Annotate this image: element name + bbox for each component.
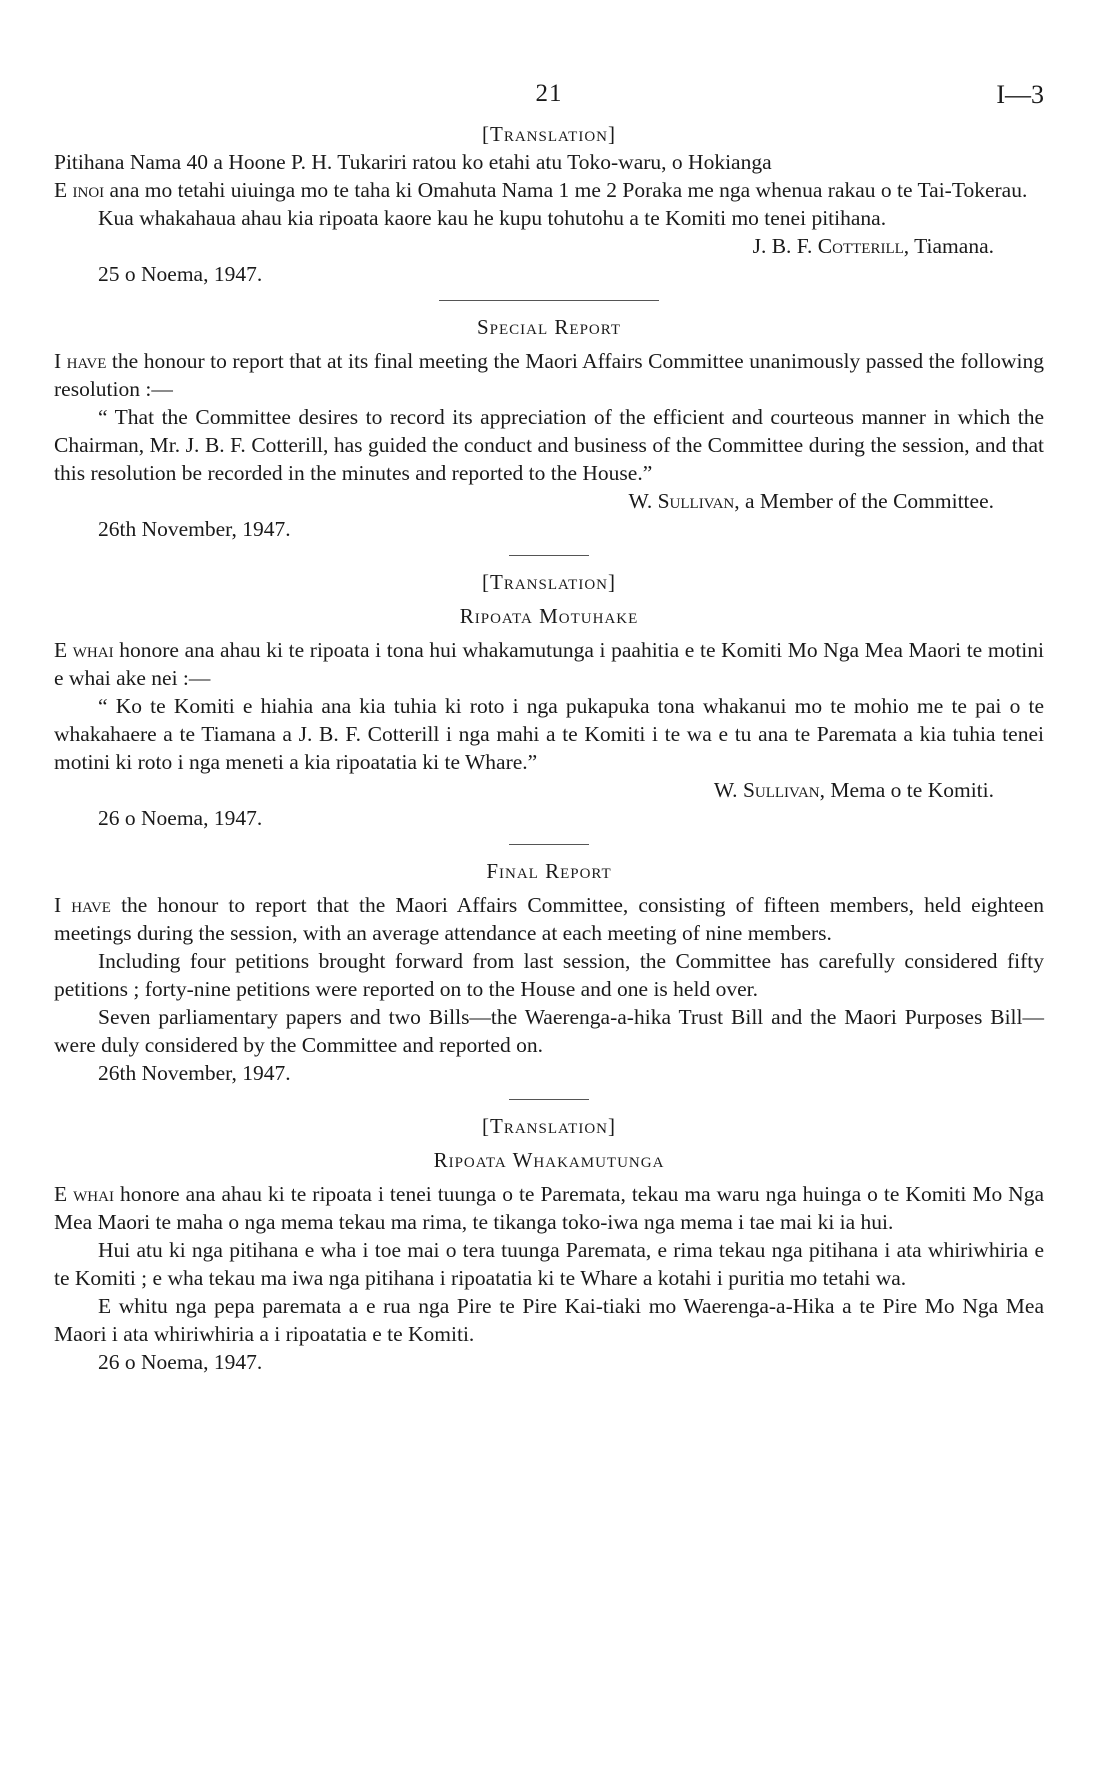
date: 26 o Noema, 1947. xyxy=(98,806,263,830)
divider xyxy=(439,300,659,301)
signature-role: , Tiamana. xyxy=(903,234,994,258)
paragraph: E whitu nga pepa paremata a e rua nga Pire te Pire Kai-tiaki mo Waerenga-a-Hika a te Pire Mo Nga Mea Maori i ata whiriwhiria a i ripoatatia e te Komiti. xyxy=(54,1294,1044,1346)
section-subheading: Ripoata Whakamutunga xyxy=(433,1148,665,1172)
signature-initials: J. B. F. xyxy=(752,234,818,258)
section-special-report xyxy=(54,313,1044,543)
section-heading: [Translation] xyxy=(482,122,616,146)
signature-name: Sullivan xyxy=(742,778,820,802)
section-ripoata-whakamutunga xyxy=(54,1112,1044,1376)
section-heading: Final Report xyxy=(486,859,612,883)
paragraph xyxy=(54,891,1044,947)
page-number: 21 xyxy=(535,80,563,107)
document-page xyxy=(54,80,1044,1376)
paragraph-text: honore ana ahau ki te ripoata i tenei tuunga o te Paremata, tekau ma waru nga huinga o te Komiti Mo Nga Mea Maori te maha o nga mema tekau ma rima, te tikanga toko-iwa nga mema i tae mai ki ia hui. xyxy=(54,1182,1045,1234)
divider xyxy=(509,844,589,845)
date: 26th November, 1947. xyxy=(98,517,291,541)
date: 25 o Noema, 1947. xyxy=(98,262,263,286)
paragraph xyxy=(54,636,1044,692)
resolution-quote: “ That the Committee desires to record its appreciation of the efficient and courteous manner in which the Chairman, Mr. J. B. F. Cotterill, has guided the conduct and business of the Committee during the session, and that this resolution be recorded in the minutes and reported to the House.” xyxy=(54,405,1044,485)
section-heading: [Translation] xyxy=(482,1114,616,1138)
paragraph: Hui atu ki nga pitihana e wha i toe mai o tera tuunga Paremata, e rima tekau nga pitihana i ata whiriwhiria e te Komiti ; e wha tekau ma iwa nga pitihana i ripoatatia ki te Whare a kotahi i puritia mo tetahi wa. xyxy=(54,1238,1044,1290)
signature xyxy=(54,232,1044,260)
signature-role: , Mema o te Komiti. xyxy=(819,778,994,802)
paragraph: Seven parliamentary papers and two Bills—the Waerenga-a-hika Trust Bill and the Maori Purposes Bill—were duly considered by the Committee and reported on. xyxy=(54,1005,1044,1057)
section-final-report xyxy=(54,857,1044,1087)
lead-words: I have xyxy=(54,349,107,373)
divider xyxy=(509,555,589,556)
page-reference: I—3 xyxy=(996,80,1044,109)
section-heading: Special Report xyxy=(476,315,622,339)
section-subheading: Ripoata Motuhake xyxy=(459,604,639,628)
section-heading: [Translation] xyxy=(482,570,616,594)
date: 26th November, 1947. xyxy=(98,1061,291,1085)
signature xyxy=(54,776,1044,804)
signature-initials: W. xyxy=(713,778,743,802)
signature-role: , a Member of the Committee. xyxy=(734,489,994,513)
section-petition-translation xyxy=(54,120,1044,288)
paragraph xyxy=(54,176,1044,204)
paragraph-text: the honour to report that at its final meeting the Maori Affairs Committee unanimously passed the following resolution :— xyxy=(54,349,1044,401)
paragraph xyxy=(54,347,1044,403)
paragraph-text: ana mo tetahi uiuinga mo te taha ki Omahuta Nama 1 me 2 Poraka me nga whenua rakau o te Tai-Tokerau. xyxy=(104,178,1028,202)
lead-words: E whai xyxy=(54,638,114,662)
lead-words: I have xyxy=(54,893,111,917)
lead-words: E whai xyxy=(54,1182,114,1206)
signature-name: Cotterill xyxy=(817,234,904,258)
date: 26 o Noema, 1947. xyxy=(98,1350,263,1374)
paragraph: Including four petitions brought forward from last session, the Committee has carefully considered fifty petitions ; forty-nine petitions were reported on to the House and one is held over. xyxy=(54,949,1044,1001)
paragraph-text: the honour to report that the Maori Affairs Committee, consisting of fifteen members, held eighteen meetings during the session, with an average attendance at each meeting of nine members. xyxy=(54,893,1045,945)
lead-words: E inoi xyxy=(54,178,105,202)
signature xyxy=(54,487,1044,515)
divider xyxy=(509,1099,589,1100)
signature-name: Sullivan xyxy=(657,489,735,513)
page-header xyxy=(54,80,1044,120)
paragraph-text: honore ana ahau ki te ripoata i tona hui whakamutunga i paahitia e te Komiti Mo Nga Mea Maori te motini e whai ake nei :— xyxy=(54,638,1044,690)
paragraph: Kua whakahaua ahau kia ripoata kaore kau he kupu tohutohu a te Komiti mo tenei pitihana. xyxy=(98,206,887,230)
paragraph xyxy=(54,1180,1044,1236)
petition-title: Pitihana Nama 40 a Hoone P. H. Tukariri ratou ko etahi atu Toko-waru, o Hokianga xyxy=(54,150,772,174)
resolution-quote: “ Ko te Komiti e hiahia ana kia tuhia ki roto i nga pukapuka tona whakanui mo te mohio me te pai o te whakahaere a te Tiamana a J. B. F. Cotterill i nga mahi a te Komiti i te wa e tu ana te Paremata a kia tuhia tenei motini ki roto i nga meneti a kia ripoatatia ki te Whare.” xyxy=(54,694,1044,774)
section-ripoata-motuhake xyxy=(54,568,1044,832)
signature-initials: W. xyxy=(628,489,658,513)
